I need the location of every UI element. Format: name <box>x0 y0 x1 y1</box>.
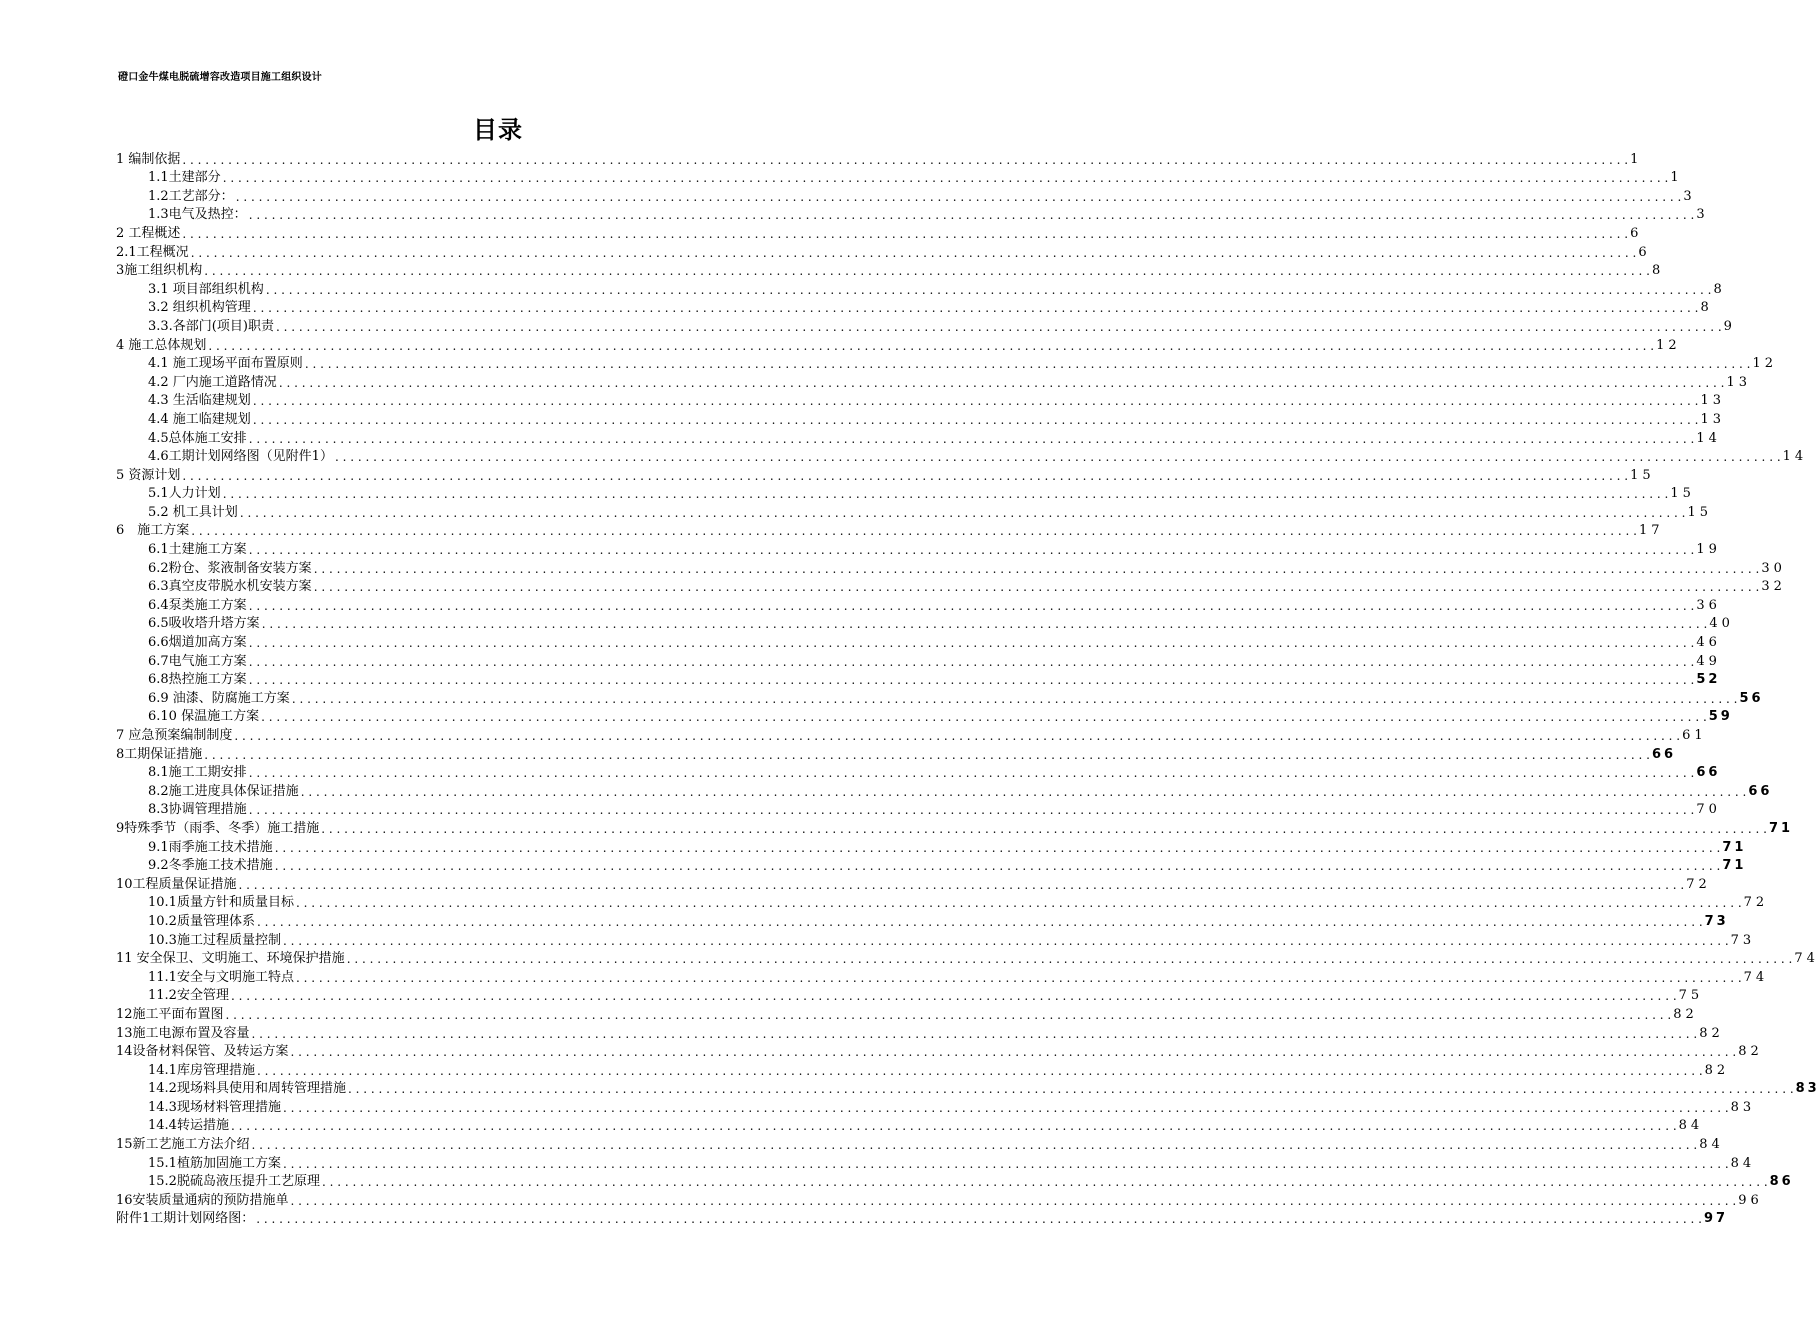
toc-leader-dots <box>234 188 1684 206</box>
toc-entry-page: 71 <box>1722 839 1747 855</box>
toc-entry[interactable] <box>116 448 1808 467</box>
toc-entry[interactable] <box>116 485 1695 504</box>
toc-entry-title: 8.3协调管理措施 <box>148 802 247 818</box>
toc-entry[interactable] <box>116 559 1786 578</box>
toc-entry[interactable] <box>116 633 1721 652</box>
toc-entry-title: 7 应急预案编制制度 <box>116 728 233 743</box>
toc-entry-title: 6.1土建施工方案 <box>148 542 247 558</box>
toc-leader-dots <box>202 746 1652 764</box>
toc-entry-page: 30 <box>1761 560 1786 576</box>
toc-entry-page: 15 <box>1630 467 1655 483</box>
toc-entry[interactable] <box>116 1061 1730 1080</box>
toc-entry-page: 82 <box>1738 1044 1763 1060</box>
toc-entry[interactable] <box>116 540 1721 559</box>
toc-leader-dots <box>247 430 1697 448</box>
toc-entry-page: 71 <box>1768 820 1794 836</box>
toc-entry-page: 82 <box>1673 1006 1698 1022</box>
toc-leader-dots <box>247 671 1697 689</box>
toc-leader-dots <box>221 485 1671 503</box>
toc-entry-page: 82 <box>1704 1062 1730 1078</box>
toc-entry-page: 8 <box>1713 281 1726 297</box>
toc-entry[interactable] <box>116 652 1721 671</box>
toc-entry[interactable] <box>116 857 1747 876</box>
toc-entry-title: 6.5吸收塔升塔方案 <box>148 616 260 632</box>
toc-entry[interactable] <box>116 894 1769 913</box>
toc-entry[interactable] <box>116 522 1664 541</box>
toc-leader-dots <box>274 318 1724 336</box>
toc-entry-title: 12施工平面布置图 <box>116 1006 224 1022</box>
toc-entry[interactable] <box>116 392 1726 411</box>
toc-entry-page: 46 <box>1696 635 1721 651</box>
toc-entry[interactable] <box>116 987 1704 1006</box>
toc-entry-title: 6.6烟道加高方案 <box>148 635 247 651</box>
toc-leader-dots <box>273 839 1723 857</box>
toc-leader-dots <box>294 969 1744 987</box>
toc-entry[interactable] <box>116 782 1773 801</box>
toc-leader-dots <box>281 1099 1731 1117</box>
toc-leader-dots <box>260 615 1710 633</box>
toc-entry[interactable] <box>116 243 1651 262</box>
toc-entry-page: 75 <box>1678 988 1704 1004</box>
toc-entry[interactable] <box>116 262 1665 281</box>
toc-entry-title: 4.3 生活临建规划 <box>148 393 251 409</box>
toc-entry-title: 4.2 厂内施工道路情况 <box>148 374 277 390</box>
toc-entry-title: 8.1施工工期安排 <box>148 765 247 781</box>
toc-leader-dots <box>281 932 1731 950</box>
toc-entry-page: 82 <box>1699 1025 1724 1041</box>
toc-entry-page: 72 <box>1686 876 1711 892</box>
toc-entry-page: 73 <box>1730 932 1756 948</box>
toc-entry-page: 84 <box>1699 1137 1724 1153</box>
toc-entry-title: 14.3现场材料管理措施 <box>148 1099 281 1115</box>
toc-leader-dots <box>247 764 1697 782</box>
toc-entry-page: 8 <box>1651 263 1665 279</box>
toc-entry[interactable] <box>116 429 1721 448</box>
toc-entry[interactable] <box>116 317 1736 336</box>
toc-entry-title: 1 编制依据 <box>116 151 181 167</box>
toc-leader-dots <box>312 578 1762 596</box>
toc-entry[interactable] <box>116 503 1713 522</box>
toc-entry[interactable] <box>116 764 1721 783</box>
toc-entry-title: 1.2工艺部分： <box>148 188 234 204</box>
toc-entry-page: 3 <box>1683 188 1696 204</box>
toc-entry[interactable] <box>116 689 1764 708</box>
toc-entry-title: 14.1库房管理措施 <box>148 1062 255 1078</box>
toc-entry[interactable] <box>116 950 1819 969</box>
toc-leader-dots <box>299 783 1749 801</box>
toc-leader-dots <box>345 950 1795 968</box>
toc-leader-dots <box>264 281 1714 299</box>
toc-entry[interactable] <box>116 336 1681 355</box>
toc-entry[interactable] <box>116 466 1655 485</box>
toc-entry-page: 15 <box>1670 486 1695 502</box>
toc-entry[interactable] <box>116 615 1734 634</box>
toc-entry-page: 8 <box>1700 300 1713 316</box>
toc-leader-dots <box>303 355 1753 373</box>
toc-leader-dots <box>229 987 1679 1005</box>
toc-leader-dots <box>229 1117 1679 1135</box>
toc-entry-page: 1 <box>1630 151 1643 167</box>
toc-entry-title: 6.9 油漆、防腐施工方案 <box>148 690 290 706</box>
toc-entry-title: 6 施工方案 <box>116 523 190 539</box>
toc-entry-page: 74 <box>1743 969 1769 985</box>
toc-entry[interactable] <box>116 1173 1794 1192</box>
toc-entry-title: 6.3真空皮带脱水机安装方案 <box>148 579 312 595</box>
toc-entry[interactable] <box>116 187 1696 206</box>
toc-entry-page: 6 <box>1630 225 1643 241</box>
toc-leader-dots <box>289 1192 1739 1210</box>
toc-entry-title: 2 工程概述 <box>116 225 181 241</box>
toc-entry-page: 97 <box>1703 1211 1729 1227</box>
toc-entry[interactable] <box>116 708 1733 727</box>
toc-leader-dots <box>281 1155 1731 1173</box>
toc-entry-page: 15 <box>1687 504 1713 520</box>
toc-entry[interactable] <box>116 280 1726 299</box>
toc-leader-dots <box>206 337 1656 355</box>
toc-entry-page: 13 <box>1700 393 1726 409</box>
table-of-contents <box>116 150 1820 1228</box>
toc-entry-title: 4 施工总体规划 <box>116 337 207 353</box>
toc-leader-dots <box>250 1136 1700 1154</box>
toc-leader-dots <box>247 634 1697 652</box>
toc-entry-page: 70 <box>1696 802 1721 818</box>
toc-entry[interactable] <box>116 1098 1756 1117</box>
toc-leader-dots <box>180 467 1630 485</box>
toc-entry-title: 9.2冬季施工技术措施 <box>148 858 273 874</box>
toc-leader-dots <box>232 727 1682 745</box>
toc-leader-dots <box>189 244 1639 262</box>
toc-entry-title: 5.1人力计划 <box>148 486 221 502</box>
toc-entry-page: 32 <box>1761 579 1786 595</box>
toc-entry-page: 86 <box>1769 1174 1794 1190</box>
toc-entry-page: 96 <box>1738 1192 1763 1208</box>
toc-entry-title: 5 资源计划 <box>116 467 181 483</box>
toc-entry[interactable] <box>116 596 1721 615</box>
toc-entry[interactable] <box>116 875 1711 894</box>
toc-entry-page: 83 <box>1795 1081 1820 1097</box>
toc-entry-title: 10.2质量管理体系 <box>148 913 255 929</box>
toc-entry-page: 73 <box>1704 913 1729 929</box>
toc-leader-dots <box>294 894 1744 912</box>
toc-entry-page: 12 <box>1656 337 1681 353</box>
toc-leader-dots <box>180 225 1630 243</box>
toc-leader-dots <box>221 169 1671 187</box>
toc-entry-title: 4.5总体施工安排 <box>148 430 247 446</box>
toc-entry-title: 4.1 施工现场平面布置原则 <box>148 356 303 372</box>
toc-entry[interactable] <box>116 355 1778 374</box>
toc-entry-title: 附件1工期计划网络图： <box>116 1211 255 1227</box>
toc-entry-title: 8.2施工进度具体保证措施 <box>148 783 299 799</box>
toc-entry[interactable] <box>116 410 1726 429</box>
toc-leader-dots <box>250 1025 1700 1043</box>
toc-leader-dots <box>320 1173 1770 1191</box>
toc-entry[interactable] <box>116 671 1721 690</box>
toc-entry[interactable] <box>116 169 1683 188</box>
toc-entry-title: 3.1 项目部组织机构 <box>148 281 264 297</box>
toc-entry-page: 72 <box>1743 895 1769 911</box>
toc-entry-page: 1 <box>1670 170 1683 186</box>
toc-entry-page: 3 <box>1696 207 1709 223</box>
toc-entry[interactable] <box>116 578 1786 597</box>
toc-entry[interactable] <box>116 206 1709 225</box>
toc-entry-title: 1.3电气及热控： <box>148 207 247 223</box>
toc-entry-title: 10.1质量方针和质量目标 <box>148 895 294 911</box>
toc-entry-title: 13施工电源布置及容量 <box>116 1025 250 1041</box>
toc-entry-title: 8工期保证措施 <box>116 746 203 762</box>
toc-leader-dots <box>247 801 1697 819</box>
toc-leader-dots <box>255 913 1705 931</box>
toc-leader-dots <box>273 857 1723 875</box>
toc-entry-title: 15.1植筋加固施工方案 <box>148 1155 281 1171</box>
toc-entry-page: 84 <box>1730 1155 1756 1171</box>
toc-leader-dots <box>312 560 1762 578</box>
toc-entry-page: 12 <box>1752 356 1778 372</box>
toc-leader-dots <box>247 597 1697 615</box>
toc-entry-title: 3.2 组织机构管理 <box>148 300 251 316</box>
toc-leader-dots <box>319 820 1769 838</box>
toc-entry-title: 16安装质量通病的预防措施单 <box>116 1192 289 1208</box>
toc-entry-page: 56 <box>1739 690 1764 706</box>
toc-entry-title: 5.2 机工具计划 <box>148 504 238 520</box>
toc-entry-title: 4.6工期计划网络图（见附件1） <box>148 449 333 465</box>
toc-leader-dots <box>251 392 1701 410</box>
toc-entry-title: 6.2粉仓、浆液制备安装方案 <box>148 560 312 576</box>
toc-entry-title: 6.10 保温施工方案 <box>148 709 260 725</box>
toc-entry-page: 40 <box>1709 616 1734 632</box>
toc-entry[interactable] <box>116 1024 1724 1043</box>
toc-entry-page: 61 <box>1682 728 1707 743</box>
toc-leader-dots <box>251 299 1701 317</box>
toc-leader-dots <box>277 374 1727 392</box>
toc-entry-title: 14.2现场料具使用和周转管理措施 <box>148 1081 346 1097</box>
toc-entry[interactable] <box>116 1080 1820 1099</box>
toc-entry-page: 52 <box>1696 672 1721 688</box>
toc-entry-title: 2.1工程概况 <box>116 244 189 260</box>
toc-entry-page: 14 <box>1782 449 1808 465</box>
toc-leader-dots <box>290 690 1740 708</box>
toc-entry[interactable] <box>116 1191 1763 1210</box>
document-header: 磴口金牛煤电脱硫增容改造项目施工组织设计 <box>118 72 322 83</box>
toc-entry-title: 3.3.各部门(项目)职责 <box>148 318 274 334</box>
toc-entry-title: 10.3施工过程质量控制 <box>148 932 281 948</box>
toc-entry-title: 15新工艺施工方法介绍 <box>116 1137 250 1153</box>
toc-entry-page: 13 <box>1726 374 1752 390</box>
toc-entry[interactable] <box>116 1117 1704 1136</box>
toc-entry-title: 11.2安全管理 <box>148 988 229 1004</box>
toc-entry[interactable] <box>116 150 1643 169</box>
toc-entry[interactable] <box>116 931 1756 950</box>
toc-entry[interactable] <box>116 373 1752 392</box>
toc-entry-title: 11.1安全与文明施工特点 <box>148 969 294 985</box>
toc-entry-title: 6.4泵类施工方案 <box>148 597 247 613</box>
toc-entry-title: 15.2脱硫岛液压提升工艺原理 <box>148 1174 320 1190</box>
toc-leader-dots <box>247 541 1697 559</box>
toc-entry-title: 14.4转运措施 <box>148 1118 229 1134</box>
toc-entry[interactable] <box>116 801 1721 820</box>
toc-leader-dots <box>180 151 1630 169</box>
toc-entry-title: 9.1雨季施工技术措施 <box>148 839 273 855</box>
toc-leader-dots <box>259 708 1709 726</box>
toc-entry[interactable] <box>116 968 1769 987</box>
toc-leader-dots <box>289 1043 1739 1061</box>
toc-entry-page: 71 <box>1722 858 1747 874</box>
toc-entry-page: 14 <box>1696 430 1721 446</box>
toc-leader-dots <box>224 1006 1674 1024</box>
toc-entry-page: 66 <box>1651 746 1677 762</box>
toc-entry-page: 66 <box>1696 765 1721 781</box>
toc-entry[interactable] <box>116 1135 1724 1154</box>
toc-leader-dots <box>251 411 1701 429</box>
toc-entry[interactable] <box>116 838 1747 857</box>
toc-entry-page: 59 <box>1708 709 1733 725</box>
toc-entry[interactable] <box>116 299 1713 318</box>
toc-leader-dots <box>247 653 1697 671</box>
toc-entry-title: 10工程质量保证措施 <box>116 876 237 892</box>
toc-leader-dots <box>254 1210 1704 1228</box>
toc-leader-dots <box>202 262 1652 280</box>
toc-leader-dots <box>333 448 1783 466</box>
toc-entry[interactable] <box>116 1210 1729 1229</box>
toc-entry-title: 6.7电气施工方案 <box>148 653 247 669</box>
toc-entry[interactable] <box>116 224 1643 243</box>
toc-entry-page: 6 <box>1638 244 1651 260</box>
toc-entry-page: 83 <box>1730 1099 1756 1115</box>
toc-entry-page: 13 <box>1700 411 1726 427</box>
toc-leader-dots <box>247 206 1697 224</box>
toc-entry-title: 14设备材料保管、及转运方案 <box>116 1044 289 1060</box>
toc-entry-page: 49 <box>1696 653 1721 669</box>
toc-leader-dots <box>346 1080 1796 1098</box>
toc-entry[interactable] <box>116 726 1707 745</box>
toc-entry[interactable] <box>116 745 1677 764</box>
toc-entry-page: 9 <box>1723 318 1736 334</box>
toc-entry-page: 36 <box>1696 597 1721 613</box>
toc-leader-dots <box>255 1062 1705 1080</box>
toc-entry-page: 74 <box>1794 951 1819 967</box>
toc-entry-title: 1.1土建部分 <box>148 170 221 186</box>
toc-leader-dots <box>238 504 1688 522</box>
toc-entry-page: 17 <box>1638 523 1664 539</box>
toc-leader-dots <box>189 522 1639 540</box>
toc-entry[interactable] <box>116 1043 1763 1062</box>
toc-entry-page: 66 <box>1748 783 1773 799</box>
toc-entry-title: 4.4 施工临建规划 <box>148 411 251 427</box>
toc-entry-title: 6.8热控施工方案 <box>148 672 247 688</box>
toc-leader-dots <box>237 876 1687 894</box>
toc-entry[interactable] <box>116 819 1794 838</box>
page-title: 目录 <box>473 116 523 144</box>
toc-entry-title: 9特殊季节（雨季、冬季）施工措施 <box>116 820 320 836</box>
toc-entry-page: 19 <box>1696 542 1721 558</box>
toc-entry-title: 3施工组织机构 <box>116 263 203 279</box>
toc-entry-title: 11 安全保卫、文明施工、环境保护措施 <box>116 951 345 967</box>
toc-entry[interactable] <box>116 912 1729 931</box>
toc-entry[interactable] <box>116 1005 1698 1024</box>
toc-entry[interactable] <box>116 1154 1756 1173</box>
toc-entry-page: 84 <box>1678 1118 1704 1134</box>
